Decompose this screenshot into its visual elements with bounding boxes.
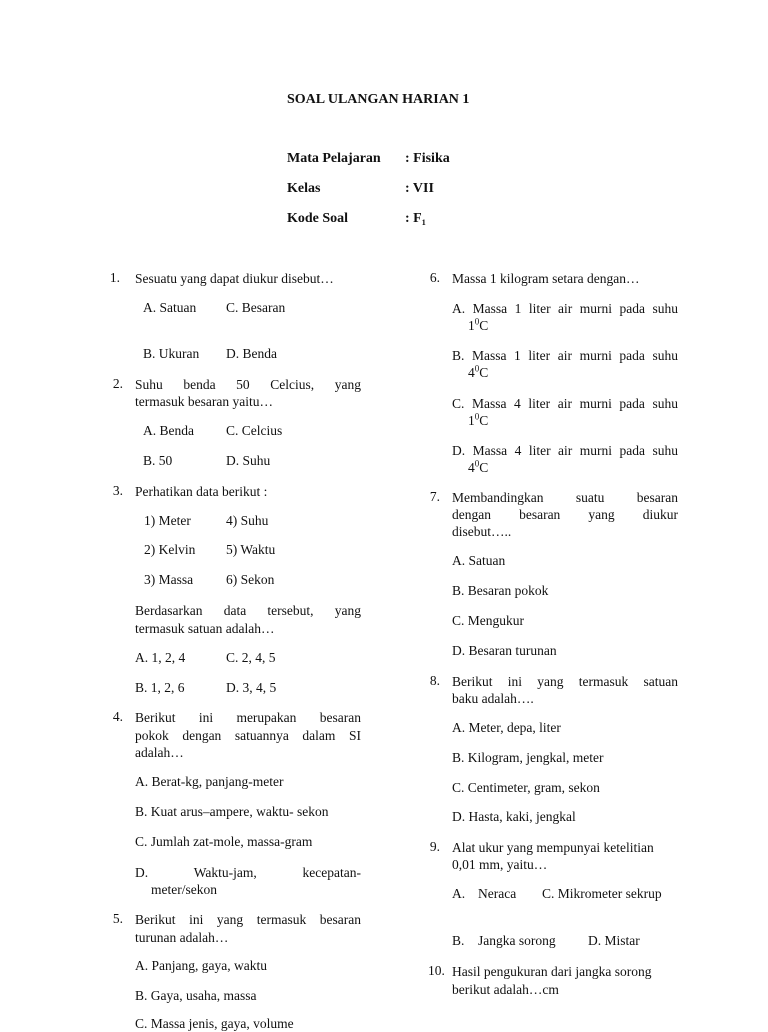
question-text: Membandingkan suatu besaran: [452, 490, 678, 505]
option-a: A. Satuan: [143, 300, 197, 315]
question-number: 1.: [109, 270, 120, 285]
data-item: 2) Kelvin: [144, 542, 196, 557]
question-text: Berikut ini merupakan besaran: [135, 710, 361, 725]
question-number: 3.: [112, 483, 123, 498]
question-text: termasuk satuan adalah…: [135, 621, 275, 636]
option-a: A. Massa 1 liter air murni pada suhu: [452, 301, 678, 316]
option-b: B. Gaya, usaha, massa: [135, 988, 257, 1003]
data-item: 4) Suhu: [226, 513, 269, 528]
option-c: C. Jumlah zat-mole, massa-gram: [135, 834, 313, 849]
option-d: D. Besaran turunan: [452, 643, 557, 658]
option-c: C. Besaran: [226, 300, 286, 315]
option-b: B. 1, 2, 6: [135, 680, 185, 695]
option-d: D. Waktu-jam, kecepatan-: [135, 865, 361, 880]
question-text: pokok dengan satuannya dalam SI: [135, 728, 361, 743]
data-item: 5) Waktu: [226, 542, 276, 557]
question-text: disebut…..: [452, 524, 512, 539]
page-title: SOAL ULANGAN HARIAN 1: [287, 92, 470, 107]
data-item: 6) Sekon: [226, 572, 275, 587]
option-c: C. Massa 4 liter air murni pada suhu: [452, 396, 678, 411]
option-b-temp: $4^0C$: [468, 363, 489, 380]
question-text: Sesuatu yang dapat diukur disebut…: [135, 271, 334, 286]
field-value-code: : F₁: [405, 211, 426, 226]
option-c: C. Massa jenis, gaya, volume: [135, 1016, 294, 1031]
question-text: Hasil pengukuran dari jangka sorong: [452, 964, 652, 979]
option-d: D. Benda: [226, 346, 277, 361]
option-b: B. Massa 1 liter air murni pada suhu: [452, 348, 678, 363]
question-text: adalah…: [135, 745, 184, 760]
field-label-class: Kelas: [287, 181, 321, 196]
question-number: 7.: [429, 489, 440, 504]
question-number: 4.: [112, 709, 123, 724]
option-b: B. Besaran pokok: [452, 583, 549, 598]
question-text: Berdasarkan data tersebut, yang: [135, 603, 361, 618]
option-c: C. 2, 4, 5: [226, 650, 276, 665]
option-b-letter: B.: [452, 933, 465, 948]
question-text: Suhu benda 50 Celcius, yang: [135, 377, 361, 392]
question-text: turunan adalah…: [135, 930, 229, 945]
option-b: B. Ukuran: [143, 346, 200, 361]
option-c: C. Mikrometer sekrup: [542, 886, 662, 901]
option-d: D. Suhu: [226, 453, 271, 468]
option-d: meter/sekon: [151, 882, 217, 897]
data-item: 1) Meter: [144, 513, 191, 528]
field-label-subject: Mata Pelajaran: [287, 151, 381, 166]
option-a: A. Satuan: [452, 553, 506, 568]
question-number: 5.: [112, 911, 123, 926]
question-text: Alat ukur yang mempunyai ketelitian: [452, 840, 654, 855]
option-d-temp: $4^0C$: [468, 458, 489, 475]
field-label-code: Kode Soal: [287, 211, 349, 226]
option-d: D. Hasta, kaki, jengkal: [452, 809, 576, 824]
option-b: Jangka sorong: [478, 933, 556, 948]
question-text: 0,01 mm, yaitu…: [452, 857, 548, 872]
field-value-class: : VII: [405, 181, 434, 196]
option-d: D. Massa 4 liter air murni pada suhu: [452, 443, 678, 458]
question-number: 8.: [429, 673, 440, 688]
option-b: B. Kuat arus–ampere, waktu- sekon: [135, 804, 329, 819]
option-a: Neraca: [478, 886, 517, 901]
field-value-subject: : Fisika: [405, 151, 450, 166]
option-a: A. Berat-kg, panjang-meter: [135, 774, 284, 789]
option-a: A. Meter, depa, liter: [452, 720, 561, 735]
question-number: 10.: [428, 963, 445, 978]
question-number: 2.: [112, 376, 123, 391]
option-c-temp: $1^0C$: [468, 411, 489, 428]
question-text: Perhatikan data berikut :: [135, 484, 268, 499]
option-a-temp: $1^0C$: [468, 316, 489, 333]
question-text: Massa 1 kilogram setara dengan…: [452, 271, 640, 286]
question-text: termasuk besaran yaitu…: [135, 394, 273, 409]
question-text: Berikut ini yang termasuk besaran: [135, 912, 361, 927]
question-text: baku adalah….: [452, 691, 534, 706]
question-text: dengan besaran yang diukur: [452, 507, 678, 522]
question-number: 6.: [429, 270, 440, 285]
option-b: B. 50: [143, 453, 173, 468]
option-a: A. Benda: [143, 423, 194, 438]
option-c: C. Mengukur: [452, 613, 524, 628]
question-number: 9.: [429, 839, 440, 854]
option-c: C. Centimeter, gram, sekon: [452, 780, 600, 795]
question-text: Berikut ini yang termasuk satuan: [452, 674, 678, 689]
question-text: berikut adalah…cm: [452, 982, 559, 997]
option-d: D. 3, 4, 5: [226, 680, 277, 695]
option-a: A. Panjang, gaya, waktu: [135, 958, 267, 973]
option-a: A. 1, 2, 4: [135, 650, 186, 665]
option-a-letter: A.: [452, 886, 466, 901]
option-b: B. Kilogram, jengkal, meter: [452, 750, 604, 765]
option-c: C. Celcius: [226, 423, 283, 438]
option-d: D. Mistar: [588, 933, 640, 948]
data-item: 3) Massa: [144, 572, 194, 587]
